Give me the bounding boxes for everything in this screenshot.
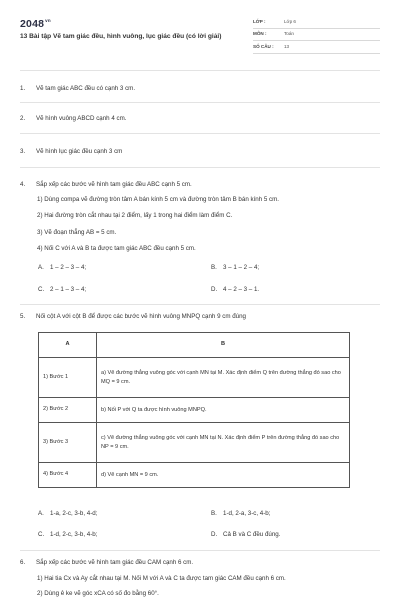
question-number: 2. bbox=[20, 115, 26, 122]
answer-option-b[interactable] bbox=[211, 510, 270, 518]
meta-label: LỚP : bbox=[253, 18, 266, 24]
step-2: 2) Dùng ê ke vẽ góc xCA có số đo bằng 60°. bbox=[37, 590, 159, 597]
table-cell-b: b) Nối P với Q ta được hình vuông MNPQ. bbox=[97, 398, 350, 423]
logo-suffix: vn bbox=[45, 18, 51, 23]
question-text: Sắp xếp các bước vẽ hình tam giác đều ABC cạnh 5 cm. bbox=[36, 181, 192, 188]
logo-text: 2048 bbox=[20, 18, 45, 30]
table-cell-b: c) Vẽ đường thẳng vuông góc với cạnh MN tại N. Xác định điểm P trên đường thẳng đó sao cho NP = 9 cm. bbox=[97, 423, 350, 463]
question-text: Sắp xếp các bước vẽ hình tam giác đều CAM cạnh 6 cm. bbox=[36, 559, 194, 566]
table-header-row bbox=[39, 333, 350, 358]
divider bbox=[20, 70, 380, 71]
meta-value: Lớp 6 bbox=[284, 18, 296, 24]
option-text: 3 – 1 – 2 – 4; bbox=[223, 264, 260, 271]
table-cell-a: 4) Bước 4 bbox=[39, 463, 97, 488]
table-cell-a: 2) Bước 2 bbox=[39, 398, 97, 423]
column-a-header: A bbox=[39, 333, 97, 358]
question-1 bbox=[20, 85, 380, 93]
question-text: Vẽ hình lục giác đều cạnh 3 cm bbox=[36, 148, 123, 155]
option-letter: C. bbox=[38, 286, 45, 293]
answer-option-a[interactable] bbox=[38, 264, 86, 272]
option-letter: B. bbox=[211, 510, 217, 517]
meta-row-grade bbox=[253, 16, 380, 29]
divider bbox=[20, 133, 380, 134]
table-cell-a: 3) Bước 3 bbox=[39, 423, 97, 463]
option-text: Cả B và C đều đúng. bbox=[223, 531, 281, 538]
table-row bbox=[39, 398, 350, 423]
question-number: 1. bbox=[20, 85, 26, 92]
option-letter: D. bbox=[211, 286, 218, 293]
meta-value: 13 bbox=[284, 43, 290, 49]
question-text: Nối cột A với cột B để được các bước vẽ hình vuông MNPQ cạnh 9 cm đúng bbox=[36, 313, 246, 320]
question-number: 4. bbox=[20, 181, 26, 188]
table-cell-b: a) Vẽ đường thẳng vuông góc với cạnh MN tại M. Xác định điểm Q trên đường thẳng đó sao cho MQ = 9 cm. bbox=[97, 358, 350, 398]
question-number: 5. bbox=[20, 313, 26, 320]
page-title: 13 Bài tập Vẽ tam giác đều, hình vuông, lục giác đều (có lời giải) bbox=[20, 33, 222, 40]
column-b-header: B bbox=[97, 333, 350, 358]
option-text: 1-d, 2-a, 3-c, 4-b; bbox=[223, 510, 271, 517]
step-3: 3) Vẽ đoạn thẳng AB = 5 cm. bbox=[37, 229, 117, 236]
option-text: 1-d, 2-c, 3-b, 4-b; bbox=[50, 531, 98, 538]
table-cell-a: 1) Bước 1 bbox=[39, 358, 97, 398]
step-1: 1) Dùng compa vẽ đường tròn tâm A bán kính 5 cm và đường tròn tâm B bán kính 5 cm. bbox=[37, 196, 280, 203]
question-5 bbox=[20, 313, 380, 321]
table-row bbox=[39, 463, 350, 488]
site-logo[interactable] bbox=[20, 17, 51, 31]
answer-option-a[interactable] bbox=[38, 510, 97, 518]
question-2 bbox=[20, 115, 380, 123]
meta-label: MÔN : bbox=[253, 31, 267, 37]
divider bbox=[20, 102, 380, 103]
question-4 bbox=[20, 181, 380, 189]
table-cell-b: d) Vẽ cạnh MN = 9 cm. bbox=[97, 463, 350, 488]
option-letter: D. bbox=[211, 531, 218, 538]
question-number: 3. bbox=[20, 148, 26, 155]
answer-option-b[interactable] bbox=[211, 264, 259, 272]
option-letter: C. bbox=[38, 531, 45, 538]
option-text: 1-a, 2-c, 3-b, 4-d; bbox=[50, 510, 98, 517]
divider bbox=[20, 550, 380, 551]
step-1: 1) Hai tia Cx và Ay cắt nhau tại M. Nối M với A và C ta được tam giác CAM đều cạnh 6 cm. bbox=[37, 575, 286, 582]
question-3 bbox=[20, 148, 380, 156]
question-6 bbox=[20, 559, 380, 567]
option-text: 4 – 2 – 3 – 1. bbox=[223, 286, 260, 293]
meta-info-panel bbox=[253, 16, 380, 54]
option-text: 1 – 2 – 3 – 4; bbox=[50, 264, 87, 271]
answer-option-d[interactable] bbox=[211, 286, 259, 294]
option-letter: B. bbox=[211, 264, 217, 271]
option-letter: A. bbox=[38, 510, 44, 517]
divider bbox=[20, 167, 380, 168]
answer-option-c[interactable] bbox=[38, 531, 97, 539]
meta-row-count bbox=[253, 41, 380, 54]
question-text: Vẽ tam giác ABC đều có cạnh 3 cm. bbox=[36, 85, 136, 92]
step-4: 4) Nối C với A và B ta được tam giác ABC đều cạnh 5 cm. bbox=[37, 245, 196, 252]
answer-option-d[interactable] bbox=[211, 531, 280, 539]
meta-row-subject bbox=[253, 29, 380, 42]
answer-option-c[interactable] bbox=[38, 286, 86, 294]
divider bbox=[20, 304, 380, 305]
step-2: 2) Hai đường tròn cắt nhau tại 2 điểm, lấy 1 trong hai điểm làm điểm C. bbox=[37, 212, 233, 219]
matching-table bbox=[38, 332, 350, 488]
option-letter: A. bbox=[38, 264, 44, 271]
question-text: Vẽ hình vuông ABCD cạnh 4 cm. bbox=[36, 115, 127, 122]
meta-label: SỐ CÂU : bbox=[253, 43, 274, 49]
table-row bbox=[39, 358, 350, 398]
meta-value: Toán bbox=[284, 31, 294, 37]
option-text: 2 – 1 – 3 – 4; bbox=[50, 286, 87, 293]
table-row bbox=[39, 423, 350, 463]
question-number: 6. bbox=[20, 559, 26, 566]
